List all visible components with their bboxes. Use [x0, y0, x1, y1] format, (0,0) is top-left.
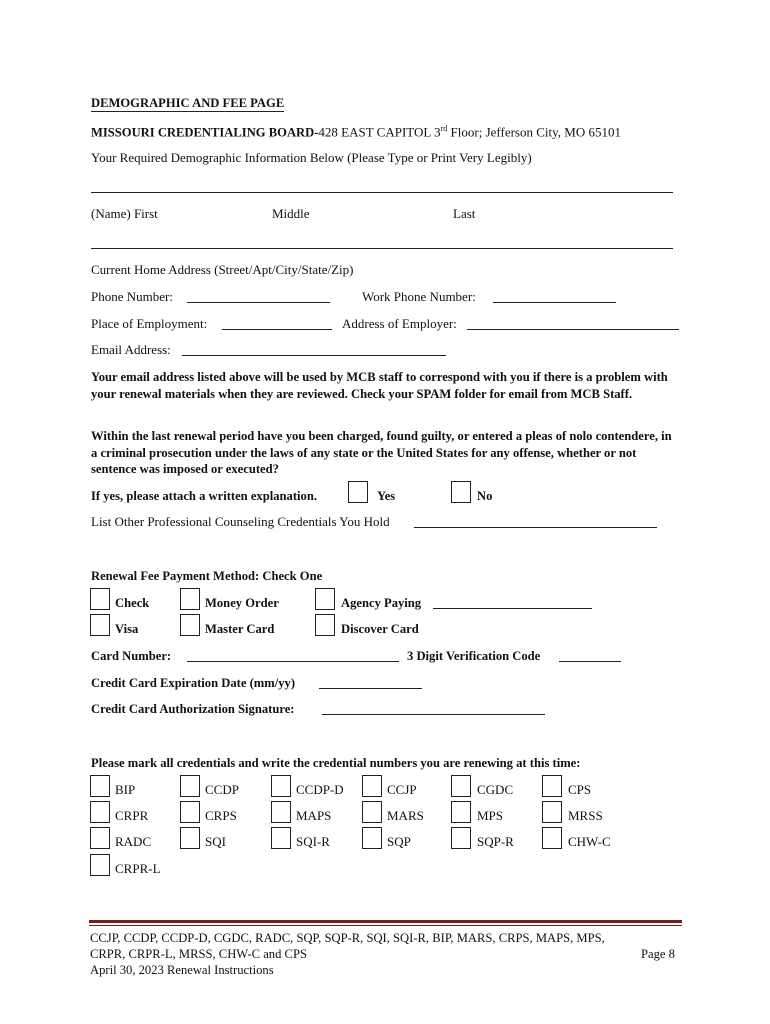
agency-paying-field-line[interactable] [433, 608, 592, 609]
footer-credential-list: CCJP, CCDP, CCDP-D, CGDC, RADC, SQP, SQP-R, SQI, SQI-R, BIP, MARS, CRPS, MAPS, MPS, [90, 931, 605, 945]
cred-mars-checkbox[interactable] [362, 801, 382, 823]
cred-radc-label: RADC [115, 834, 152, 849]
cred-cgdc-checkbox[interactable] [451, 775, 471, 797]
footer-credential-list-cont: CRPR, CRPR-L, MRSS, CHW-C and CPS [90, 947, 307, 961]
verification-code-label: 3 Digit Verification Code [407, 649, 541, 663]
place-of-employment-field-line[interactable] [222, 329, 332, 330]
payment-check-checkbox[interactable] [90, 588, 110, 610]
payment-check-label: Check [115, 596, 150, 610]
employer-address-label: Address of Employer: [342, 316, 457, 331]
board-city: Floor; Jefferson City, MO 65101 [447, 124, 621, 140]
other-credentials-label: List Other Professional Counseling Credentials You Hold [91, 514, 390, 529]
cred-crpr-label: CRPR [115, 808, 149, 823]
board-floor-suffix: rd [440, 124, 448, 133]
footer-date: April 30, 2023 Renewal Instructions [90, 963, 274, 977]
cred-crps-checkbox[interactable] [180, 801, 200, 823]
cred-cps-label: CPS [568, 782, 592, 797]
attach-explanation-text: If yes, please attach a written explanation. [91, 489, 317, 503]
phone-field-line[interactable] [187, 302, 330, 303]
payment-discover-checkbox[interactable] [315, 614, 335, 636]
payment-agency-checkbox[interactable] [315, 588, 335, 610]
board-name: MISSOURI CREDENTIALING BOARD- [91, 125, 319, 140]
home-address-field-line[interactable] [91, 248, 673, 249]
cred-ccjp-label: CCJP [387, 782, 417, 797]
cred-mrss-checkbox[interactable] [542, 801, 562, 823]
cred-mrss-label: MRSS [568, 808, 603, 823]
payment-money-order-checkbox[interactable] [180, 588, 200, 610]
criminal-yes-label: Yes [377, 489, 396, 503]
cred-crpr-l-checkbox[interactable] [90, 854, 110, 876]
page-number: Page 8 [641, 947, 675, 961]
work-phone-label: Work Phone Number: [362, 289, 476, 304]
email-field-line[interactable] [182, 355, 446, 356]
page-title: DEMOGRAPHIC AND FEE PAGE [91, 96, 285, 110]
cred-ccdp-checkbox[interactable] [180, 775, 200, 797]
payment-money-order-label: Money Order [205, 596, 279, 610]
cred-sqp-checkbox[interactable] [362, 827, 382, 849]
cred-chw-c-label: CHW-C [568, 834, 611, 849]
expiration-field-line[interactable] [319, 688, 422, 689]
payment-heading: Renewal Fee Payment Method: Check One [91, 569, 323, 583]
criminal-no-label: No [477, 489, 493, 503]
payment-discover-label: Discover Card [341, 622, 419, 636]
cred-mps-label: MPS [477, 808, 504, 823]
cred-crps-label: CRPS [205, 808, 237, 823]
cred-ccjp-checkbox[interactable] [362, 775, 382, 797]
payment-visa-label: Visa [115, 622, 139, 636]
payment-master-card-checkbox[interactable] [180, 614, 200, 636]
cred-sqi-r-checkbox[interactable] [271, 827, 291, 849]
expiration-label: Credit Card Expiration Date (mm/yy) [91, 676, 296, 690]
name-last-label: Last [453, 206, 476, 221]
email-notice: Your email address listed above will be used by MCB staff to correspond with you if there is a problem with your renewal materials when they are reviewed. Check your SPAM folder for email from MCB Staff. [91, 370, 668, 401]
cred-sqi-r-label: SQI-R [296, 834, 330, 849]
employer-address-field-line[interactable] [467, 329, 679, 330]
payment-visa-checkbox[interactable] [90, 614, 110, 636]
instruction-text: Your Required Demographic Information Below (Please Type or Print Very Legibly) [91, 150, 532, 165]
name-field-line[interactable] [91, 192, 673, 193]
cred-ccdp-d-label: CCDP-D [296, 782, 344, 797]
place-of-employment-label: Place of Employment: [91, 316, 208, 331]
footer-divider-thin [89, 925, 682, 926]
work-phone-field-line[interactable] [493, 302, 616, 303]
email-label: Email Address: [91, 342, 171, 357]
cred-radc-checkbox[interactable] [90, 827, 110, 849]
cred-ccdp-label: CCDP [205, 782, 239, 797]
cred-mps-checkbox[interactable] [451, 801, 471, 823]
credentials-heading: Please mark all credentials and write the credential numbers you are renewing at this time: [91, 756, 581, 770]
criminal-question: Within the last renewal period have you been charged, found guilty, or entered a pleas of nolo contendere, in a criminal prosecution under the laws of any state or the United States for any offense, whether or not sentence was imposed or executed? [91, 429, 672, 476]
other-credentials-field-line[interactable] [414, 527, 657, 528]
cred-chw-c-checkbox[interactable] [542, 827, 562, 849]
signature-label: Credit Card Authorization Signature: [91, 702, 295, 716]
cred-mars-label: MARS [387, 808, 424, 823]
payment-master-card-label: Master Card [205, 622, 275, 636]
home-address-label: Current Home Address (Street/Apt/City/State/Zip) [91, 262, 354, 277]
cred-maps-label: MAPS [296, 808, 332, 823]
cred-ccdp-d-checkbox[interactable] [271, 775, 291, 797]
cred-sqi-label: SQI [205, 834, 226, 849]
card-number-field-line[interactable] [187, 661, 399, 662]
board-address [91, 121, 621, 140]
cred-sqp-r-checkbox[interactable] [451, 827, 471, 849]
cred-maps-checkbox[interactable] [271, 801, 291, 823]
card-number-label: Card Number: [91, 649, 172, 663]
name-first-label: (Name) First [91, 206, 158, 221]
cred-bip-label: BIP [115, 782, 136, 797]
phone-label: Phone Number: [91, 289, 173, 304]
cred-crpr-l-label: CRPR-L [115, 861, 161, 876]
cred-sqi-checkbox[interactable] [180, 827, 200, 849]
signature-field-line[interactable] [322, 714, 545, 715]
criminal-no-checkbox[interactable] [451, 481, 471, 503]
verification-code-field-line[interactable] [559, 661, 621, 662]
cred-sqp-r-label: SQP-R [477, 834, 514, 849]
cred-cgdc-label: CGDC [477, 782, 514, 797]
criminal-yes-checkbox[interactable] [348, 481, 368, 503]
cred-sqp-label: SQP [387, 834, 411, 849]
footer-divider [89, 920, 682, 923]
name-middle-label: Middle [272, 206, 310, 221]
cred-cps-checkbox[interactable] [542, 775, 562, 797]
cred-crpr-checkbox[interactable] [90, 801, 110, 823]
cred-bip-checkbox[interactable] [90, 775, 110, 797]
payment-agency-label: Agency Paying [341, 596, 422, 610]
board-street: 428 EAST CAPITOL 3 [318, 124, 441, 140]
